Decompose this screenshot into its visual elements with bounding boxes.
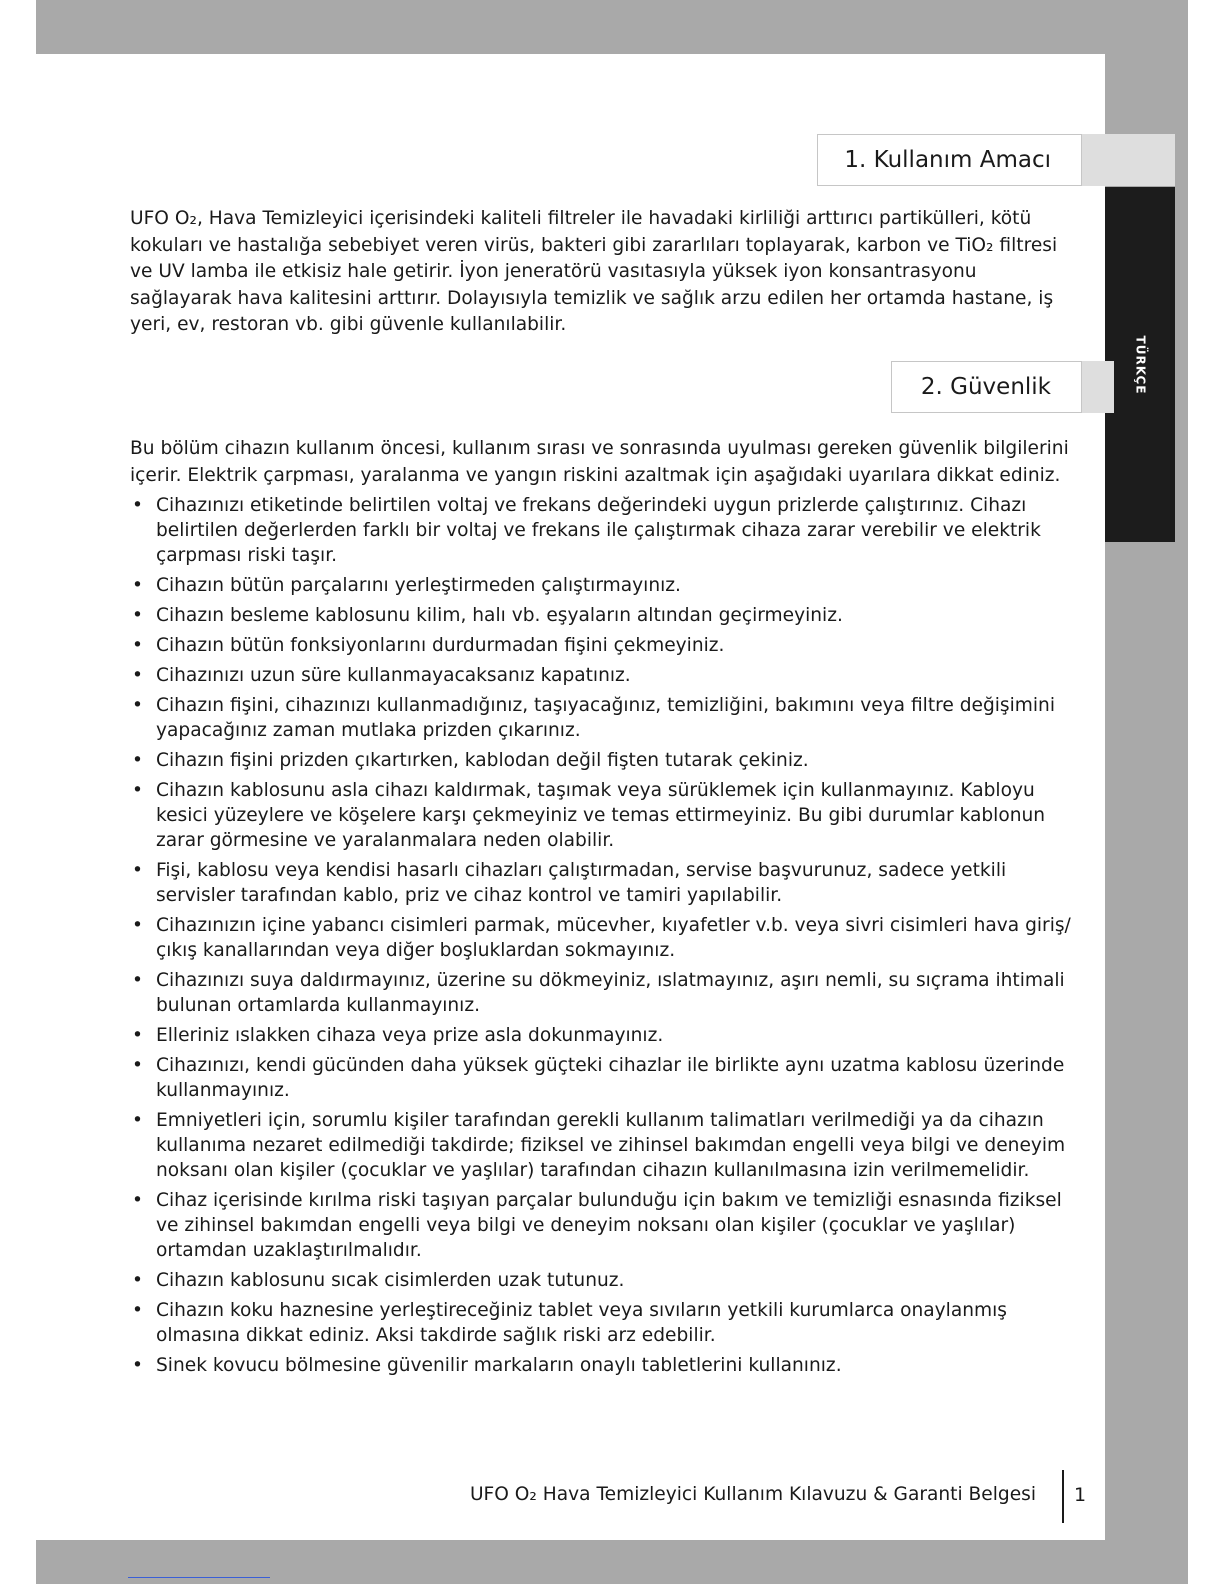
safety-rule: • Cihazın fişini prizden çıkartırken, kablodan değil fişten tutarak çekiniz. (130, 748, 1075, 773)
section-2-header (891, 361, 1114, 413)
safety-rule: • Cihazınızı, kendi gücünden daha yüksek güçteki cihazlar ile birlikte aynı uzatma kablosu üzerinde kullanmayınız. (130, 1053, 1075, 1103)
safety-rule: • Cihazın kablosunu asla cihazı kaldırmak, taşımak veya sürüklemek için kullanmayınız. Kabloyu kesici yüzeylere ve köşelere karşı çekmeyiniz ve temas ettirmeyiniz. Bu gibi durumlar kablonun zarar görmesine ve yaralanmalara neden olabilir. (130, 778, 1075, 853)
safety-rules-list (130, 493, 1075, 1383)
safety-rule: • Cihazın kablosunu sıcak cisimlerden uzak tutunuz. (130, 1268, 1075, 1293)
safety-rule: • Fişi, kablosu veya kendisi hasarlı cihazları çalıştırmadan, servise başvurunuz, sadece yetkili servisler tarafından kablo, priz ve cihaz kontrol ve tamiri yapılabilir. (130, 858, 1075, 908)
safety-rule: • Elleriniz ıslakken cihaza veya prize asla dokunmayınız. (130, 1023, 1075, 1048)
purpose-paragraph: UFO O₂, Hava Temizleyici içerisindeki kaliteli filtreler ile havadaki kirliliği arttırıcı partikülleri, kötü kokuları ve hastalığa sebebiyet veren virüs, bakteri gibi zararlıları toplayarak, karbon ve TiO₂ filtresi ve UV lamba ile etkisiz hale getirir. İyon jeneratörü vasıtasıyla yüksek iyon konsantrasyonu sağlayarak hava kalitesini arttırır. Dolayısıyla temizlik ve sağlık arzu edilen her ortamda hastane, iş yeri, ev, restoran vb. gibi güvenle kullanılabilir. (130, 208, 1058, 335)
top-gray-band (36, 0, 1188, 54)
section-1-header-strip (1082, 134, 1175, 186)
language-tab (1105, 187, 1175, 542)
safety-rule: • Cihazın fişini, cihazınızı kullanmadığınız, taşıyacağınız, temizliğini, bakımını veya filtre değişimini yapacağınız zaman mutlaka prizden çıkarınız. (130, 693, 1075, 743)
safety-rule: • Cihazınızın içine yabancı cisimleri parmak, mücevher, kıyafetler v.b. veya sivri cisimleri hava giriş/çıkış kanallarından veya diğer boşluklardan sokmayınız. (130, 913, 1075, 963)
safety-rule: • Cihazınızı etiketinde belirtilen voltaj ve frekans değerindeki uygun prizlerde çalıştırınız. Cihazı belirtilen değerlerden farklı bir voltaj ve frekans ile çalıştırmak cihaza zarar verebilir ve elektrik çarpması riski taşır. (130, 493, 1075, 568)
safety-rule: • Sinek kovucu bölmesine güvenilir markaların onaylı tabletlerini kullanınız. (130, 1353, 1075, 1378)
section-1-heading: 1. Kullanım Amacı (817, 134, 1082, 186)
safety-rule: • Cihaz içerisinde kırılma riski taşıyan parçalar bulunduğu için bakım ve temizliği esnasında fiziksel ve zihinsel bakımdan engelli veya bilgi ve deneyim noksanı olan kişiler (çocuklar ve yaşlılar) ortamdan uzaklaştırılmalıdır. (130, 1188, 1075, 1263)
safety-rule: • Cihazınızı suya daldırmayınız, üzerine su dökmeyiniz, ıslatmayınız, aşırı nemli, su sıçrama ihtimali bulunan ortamlarda kullanmayınız. (130, 968, 1075, 1018)
safety-rule: • Cihazın bütün parçalarını yerleştirmeden çalıştırmayınız. (130, 573, 1075, 598)
footer-divider (1062, 1470, 1064, 1523)
footer-document-title: UFO O₂ Hava Temizleyici Kullanım Kılavuzu & Garanti Belgesi (469, 1484, 1036, 1505)
safety-intro-paragraph: Bu bölüm cihazın kullanım öncesi, kullanım sırası ve sonrasında uyulması gereken güvenlik bilgilerini içerir. Elektrik çarpması, yaralanma ve yangın riskini azaltmak için aşağıdaki uyarılara dikkat ediniz. (130, 438, 1069, 486)
safety-rule: • Cihazın besleme kablosunu kilim, halı vb. eşyaların altından geçirmeyiniz. (130, 603, 1075, 628)
section-2-header-strip (1082, 361, 1114, 413)
safety-rule: • Cihazınızı uzun süre kullanmayacaksanız kapatınız. (130, 663, 1075, 688)
safety-rule: • Emniyetleri için, sorumlu kişiler tarafından gerekli kullanım talimatları verilmediği ya da cihazın kullanıma nezaret edilmediği takdirde; fiziksel ve zihinsel bakımdan engelli veya bilgi ve deneyim noksanı olan kişiler (çocuklar ve yaşlılar) tarafından cihazın kullanılmasına izin verilmemelidir. (130, 1108, 1075, 1183)
page-number: 1 (1074, 1484, 1087, 1506)
language-tab-label: TÜRKÇE (1133, 335, 1147, 394)
section-2-heading: 2. Güvenlik (891, 361, 1082, 413)
safety-rule: • Cihazın bütün fonksiyonlarını durdurmadan fişini çekmeyiniz. (130, 633, 1075, 658)
safety-rule: • Cihazın koku haznesine yerleştireceğiniz tablet veya sıvıların yetkili kurumlarca onaylanmış olmasına dikkat ediniz. Aksi takdirde sağlık riski arz edebilir. (130, 1298, 1075, 1348)
section-1-header (817, 134, 1175, 186)
link-underline (128, 1577, 270, 1578)
